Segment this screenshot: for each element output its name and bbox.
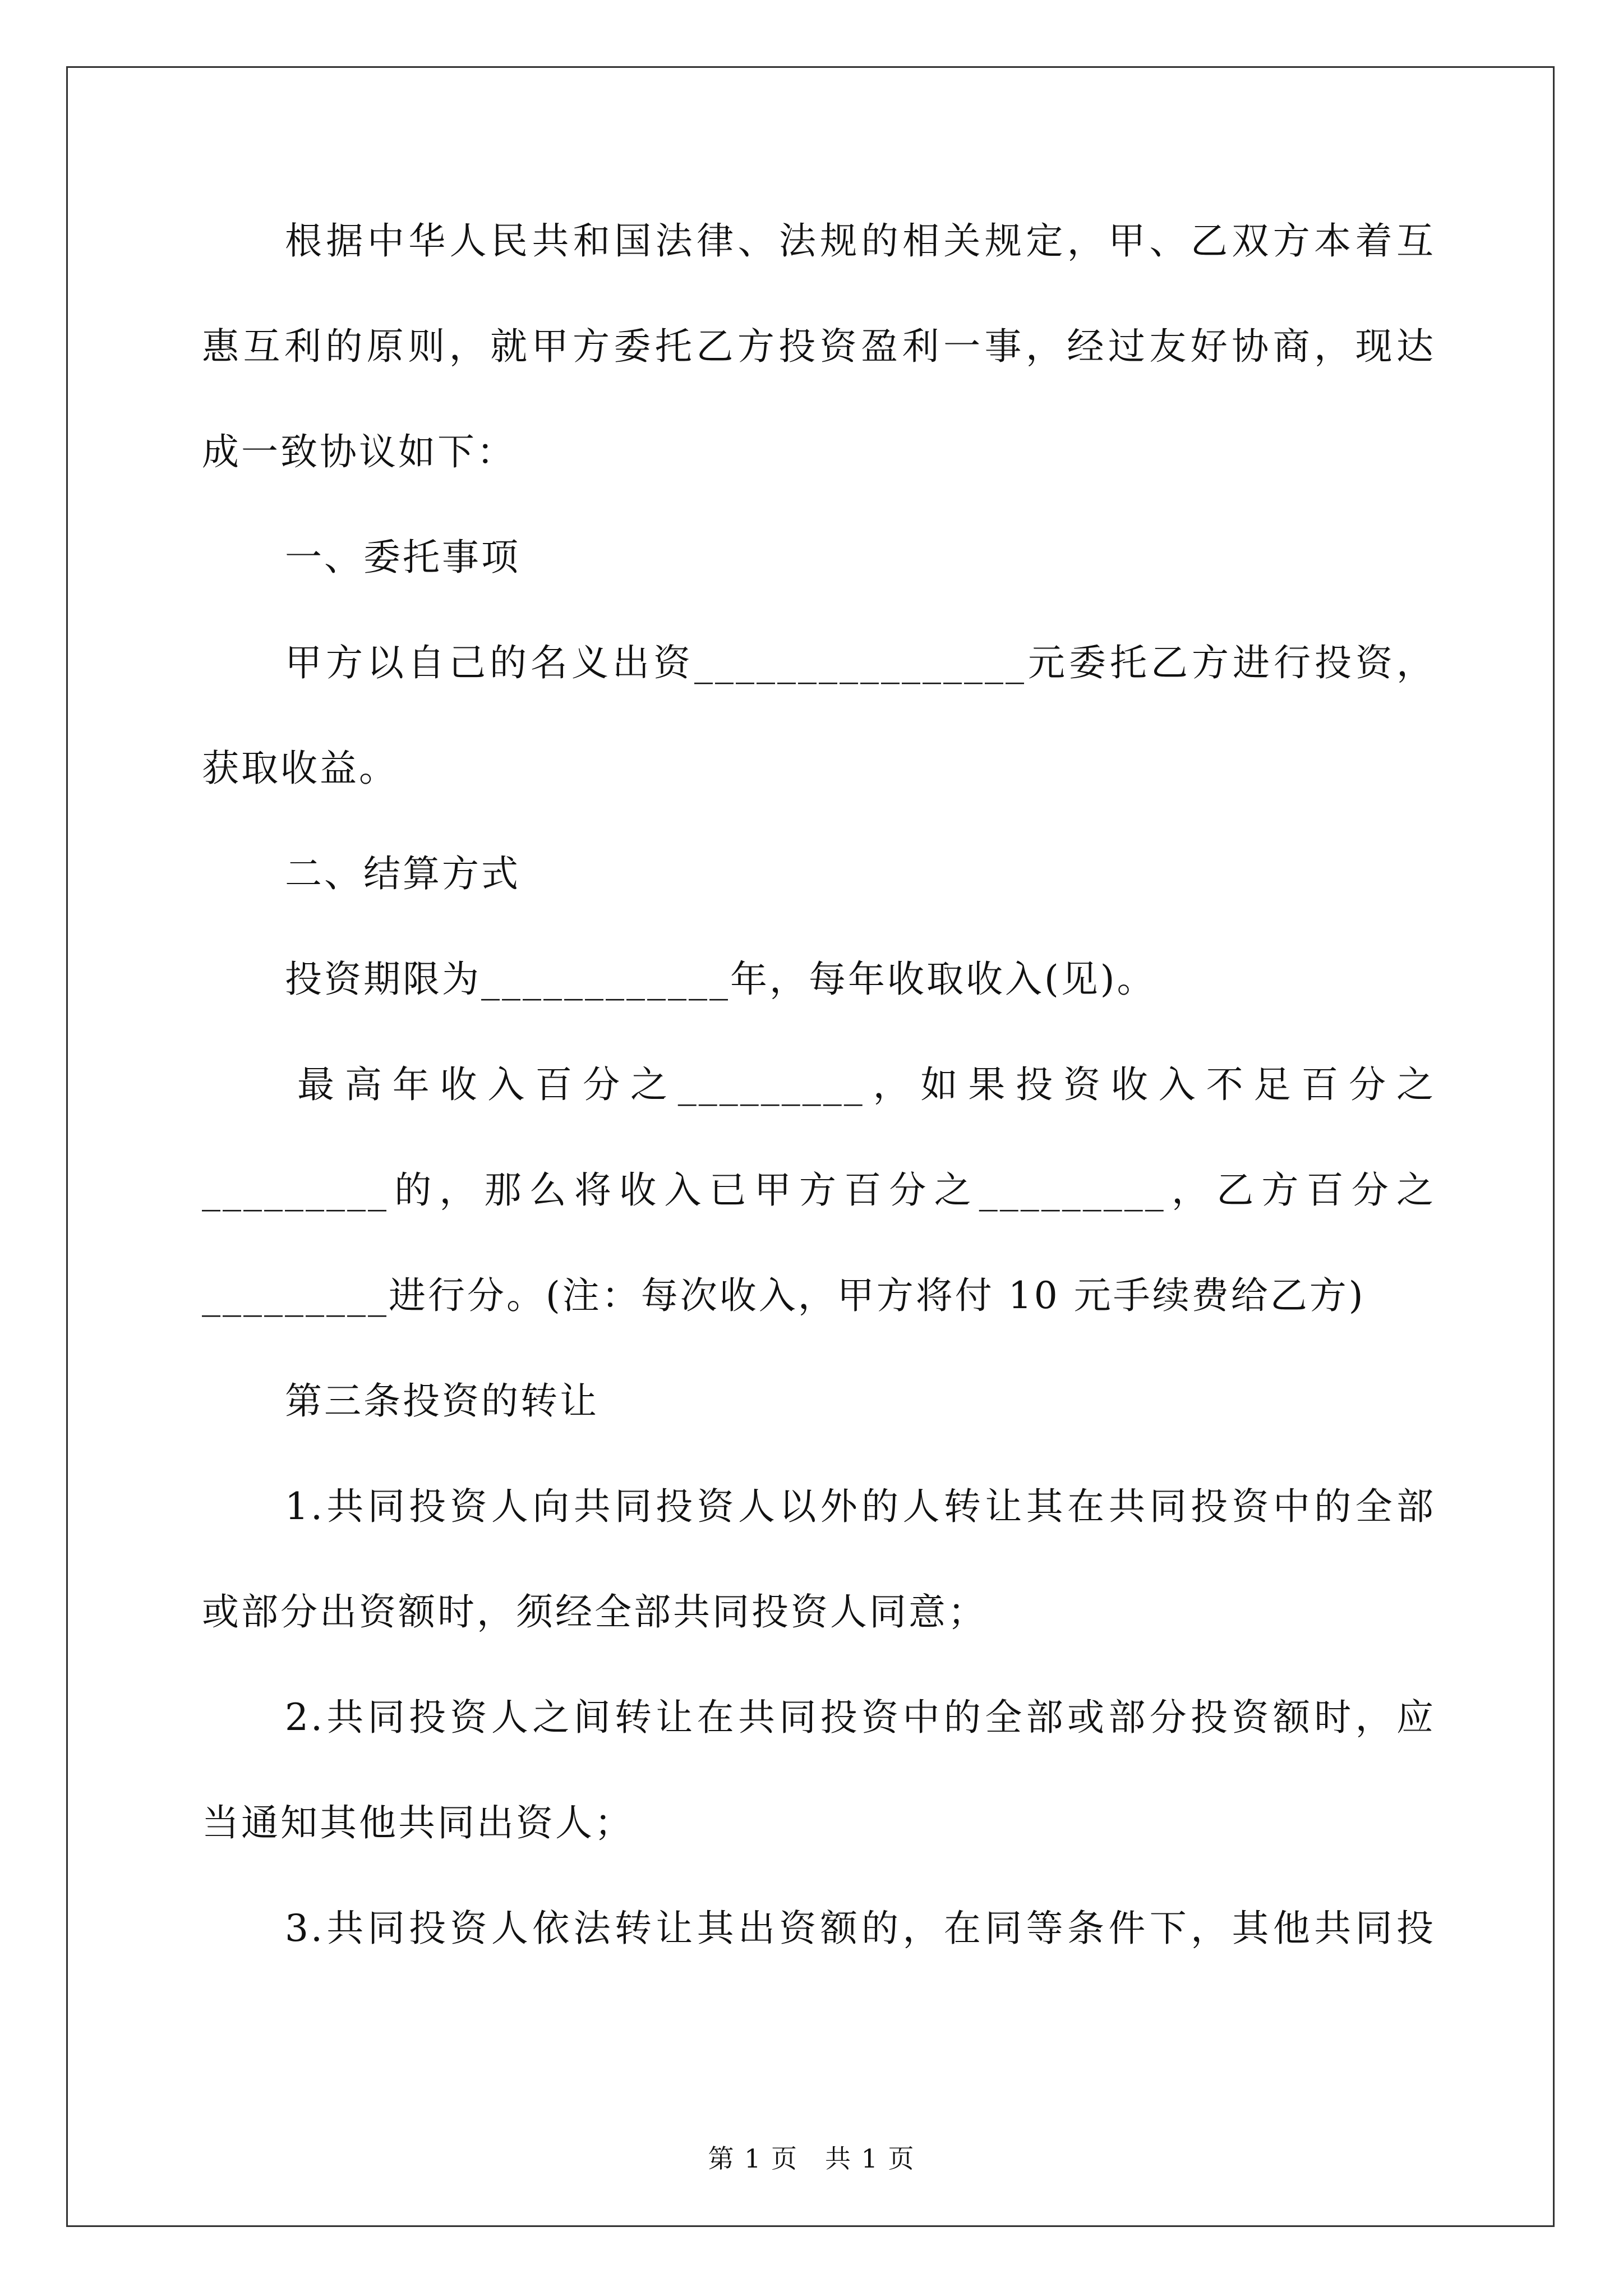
- paragraph-line: 当通知其他共同出资人；: [202, 1801, 634, 1844]
- paragraph-line: 2.共同投资人之间转让在共同投资中的全部或部分投资额时，应: [285, 1696, 1436, 1739]
- paragraph-line: 3.共同投资人依法转让其出资额的，在同等条件下，其他共同投: [285, 1907, 1436, 1950]
- paragraph-line: 甲方以自己的名义出资________________元委托乙方进行投资，: [285, 641, 1436, 684]
- paragraph-line: 成一致协议如下：: [202, 430, 516, 473]
- paragraph-line: 获取收益。: [202, 747, 398, 790]
- paragraph-line: 1.共同投资人向共同投资人以外的人转让其在共同投资中的全部: [285, 1485, 1436, 1528]
- paragraph-line: _________进行分。(注：每次收入，甲方将付 10 元手续费给乙方): [202, 1274, 1366, 1317]
- paragraph-line: 最高年收入百分之_________，如果投资收入不足百分之: [297, 1063, 1436, 1106]
- page-number-footer: 第 1 页 共 1 页: [708, 2143, 915, 2174]
- page-border: [66, 66, 1555, 2227]
- section-heading: 二、结算方式: [285, 852, 520, 895]
- paragraph-line: 惠互利的原则，就甲方委托乙方投资盈利一事，经过友好协商，现达: [202, 325, 1436, 368]
- section-heading: 一、委托事项: [285, 536, 520, 579]
- paragraph-line: 投资期限为____________年，每年收取收入(见)。: [285, 958, 1156, 1001]
- paragraph-line: 根据中华人民共和国法律、法规的相关规定，甲、乙双方本着互: [285, 219, 1436, 263]
- paragraph-line: 或部分出资额时，须经全部共同投资人同意；: [202, 1590, 987, 1634]
- section-heading: 第三条投资的转让: [285, 1379, 599, 1423]
- paragraph-line: _________的，那么将收入已甲方百分之_________，乙方百分之: [202, 1168, 1436, 1212]
